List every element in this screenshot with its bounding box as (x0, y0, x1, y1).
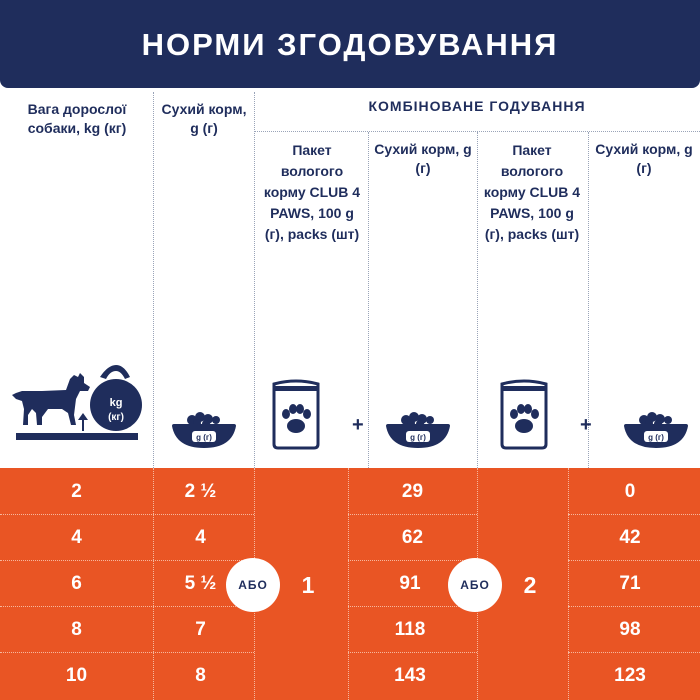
header-divider (254, 131, 700, 132)
dry-combined-header-2: Сухий корм, g (г) (595, 141, 693, 176)
dry-food-bowl-icon (622, 408, 690, 452)
weight-cell: 6 (71, 573, 82, 594)
weight-cell: 2 (71, 481, 82, 502)
dry-cell: 7 (195, 619, 206, 640)
or-connector-2: АБО (448, 558, 502, 612)
wet-pack-header-1: Пакет вологого корму CLUB 4 PAWS, 100 g (г), packs (шт) (263, 142, 361, 242)
dry-cell: 8 (195, 665, 206, 686)
combo1-dry-cell: 143 (394, 665, 426, 686)
dry-food-column-header: Сухий корм, g (г) (161, 101, 247, 136)
wet-pack-header-2: Пакет вологого корму CLUB 4 PAWS, 100 g (г), packs (шт) (483, 142, 581, 242)
bowl-label: g (г) (410, 433, 426, 442)
pack-count-2: 2 (523, 572, 537, 598)
dry-cell: 5 ½ (184, 573, 217, 594)
dry-cell: 2 ½ (184, 481, 217, 502)
dry-food-bowl-icon (384, 408, 452, 452)
dry-food-bowl-icon (170, 408, 238, 452)
header-divider (254, 92, 255, 468)
dog-weight-icon (8, 365, 148, 455)
plus-sign-1: + (352, 414, 364, 436)
combo2-dry-cell: 98 (619, 619, 641, 640)
header-divider (153, 92, 154, 468)
wet-food-pouch-icon (498, 378, 550, 450)
combo1-dry-cell: 62 (401, 527, 424, 548)
combo2-dry-cell: 71 (619, 573, 641, 594)
combo2-dry-cell: 42 (619, 527, 641, 548)
wet-food-pouch-icon (270, 378, 322, 450)
weight-column-header: Вага дорослої собаки, kg (кг) (27, 101, 127, 136)
weight-cell: 8 (71, 619, 82, 640)
combo2-dry-cell: 0 (624, 481, 636, 502)
combo1-dry-cell: 91 (399, 573, 421, 594)
header-divider (368, 132, 369, 468)
kettlebell-kg-label: kg (109, 397, 123, 409)
combo1-dry-cell: 118 (394, 619, 426, 640)
page-title: НОРМИ ЗГОДОВУВАННЯ (141, 27, 559, 62)
combo2-dry-cell: 123 (614, 665, 646, 686)
dry-cell: 4 (195, 527, 206, 548)
weight-cell: 4 (71, 527, 82, 548)
bowl-label: g (г) (648, 433, 664, 442)
bowl-label: g (г) (196, 433, 212, 442)
header-divider (477, 132, 478, 468)
combo1-dry-cell: 29 (401, 481, 424, 502)
plus-sign-2: + (580, 414, 592, 436)
weight-cell: 10 (65, 665, 88, 686)
kettlebell-unit-label: (кг) (108, 412, 124, 423)
combined-feeding-header: КОМБІНОВАНЕ ГОДУВАННЯ (368, 98, 586, 114)
or-connector-1: АБО (226, 558, 280, 612)
dry-combined-header-1: Сухий корм, g (г) (374, 141, 472, 176)
pack-count-1: 1 (301, 572, 315, 598)
